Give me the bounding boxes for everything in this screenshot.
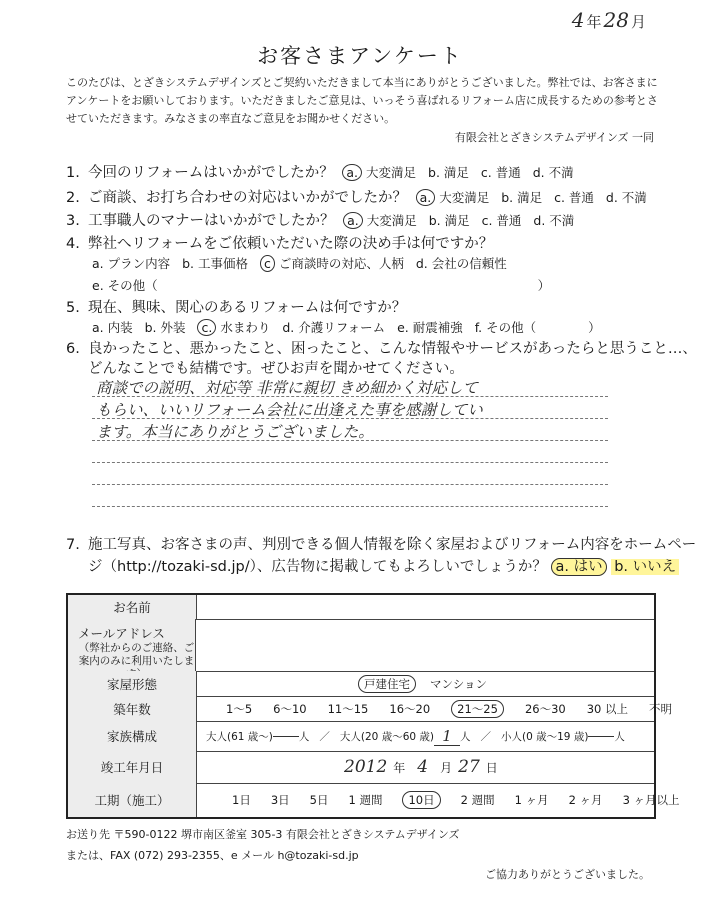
question-7 — [66, 533, 696, 554]
age-option[interactable]: 不明 — [649, 701, 673, 716]
completion-day: 27 — [458, 757, 480, 777]
question-text: 今回のリフォームはいかがでしたか？ — [88, 165, 334, 181]
date-written — [570, 8, 646, 32]
period-option[interactable]: 2 週間 — [460, 793, 495, 807]
value-age — [196, 696, 673, 721]
option-b[interactable]: b. 満足 — [501, 190, 543, 205]
value-name[interactable] — [196, 595, 654, 619]
period-option[interactable]: 1日 — [232, 793, 251, 807]
question-text: ジ（http://tozaki-sd.jp/）、広告物に掲載してもよろしいでしょうか？ — [88, 559, 547, 575]
period-option[interactable]: 3日 — [270, 793, 290, 807]
row-age — [68, 696, 673, 722]
question-1 — [66, 161, 582, 182]
option-a-selected[interactable]: a. — [342, 164, 362, 181]
question-7-line2 — [88, 555, 679, 576]
ruled-line — [92, 484, 608, 485]
option-b[interactable]: b. 満足 — [428, 165, 469, 180]
question-number: 4. — [66, 236, 80, 252]
question-text: 施工写真、お客さまの声、判別できる個人情報を除く家屋およびリフォーム内容をホームペー — [88, 537, 697, 553]
question-number: 2. — [66, 190, 80, 206]
handwritten-answer-line-3: ます。本当にありがとうございました。 — [96, 423, 374, 441]
completion-month-unit: 月 — [440, 760, 453, 775]
option-no[interactable]: b. いいえ — [611, 559, 679, 575]
completion-year-unit: 年 — [393, 760, 406, 775]
question-4-options — [92, 254, 515, 272]
page-title: お客さまアンケート — [257, 44, 463, 68]
ruled-line — [92, 506, 608, 507]
thanks-text: ご協力ありがとうございました。 — [485, 868, 650, 881]
question-6-line2 — [88, 357, 464, 378]
family-unit: 人 — [460, 730, 471, 743]
value-house — [196, 671, 654, 696]
question-number: 6. — [66, 341, 80, 357]
label-email: メールアドレス — [78, 626, 165, 641]
family-adult-61: 大人(61 歳〜) — [206, 730, 273, 743]
period-option[interactable]: 1 ヶ月 — [514, 793, 549, 807]
question-text: 工事職人のマナーはいかがでしたか？ — [88, 213, 335, 229]
family-adult-20: 大人(20 歳〜60 歳) — [339, 730, 434, 743]
row-completion-date — [68, 751, 654, 784]
label-age: 築年数 — [68, 696, 197, 721]
age-option[interactable]: 30 以上 — [586, 701, 629, 716]
company-signature: 有限会社とざきシステムデザインズ 一同 — [454, 131, 654, 144]
option-a[interactable]: a. プラン内容 — [92, 256, 171, 271]
label-completion-date: 竣工年月日 — [68, 751, 197, 783]
option-c[interactable]: c. 普通 — [554, 190, 594, 205]
question-text: 良かったこと、悪かったこと、困ったこと、こんな情報やサービスがあったらと思うこと…、 — [88, 341, 697, 357]
label-email-cell — [68, 619, 196, 671]
period-option-selected[interactable]: 10日 — [402, 791, 440, 809]
house-option-detached-selected[interactable]: 戸建住宅 — [358, 675, 416, 693]
ruled-line — [92, 462, 608, 463]
option-b[interactable]: b. 満足 — [428, 213, 470, 228]
family-unit: 人 — [298, 730, 310, 743]
label-name: お名前 — [68, 595, 197, 619]
option-c-selected[interactable]: c. — [197, 319, 216, 336]
option-c-label: ご商談時の対応、人柄 — [278, 256, 404, 271]
question-text: 弊社へリフォームをご依頼いただいた際の決め手は何ですか？ — [88, 236, 494, 252]
age-option-selected[interactable]: 21〜25 — [451, 700, 504, 718]
question-text: どんなことでも結構です。ぜひお声を聞かせてください。 — [88, 361, 464, 377]
option-f[interactable]: f. その他（ — [474, 320, 537, 335]
row-period — [68, 783, 680, 817]
option-a-label: 大変満足 — [439, 190, 490, 205]
intro-text: このたびは、とざきシステムデザインズとご契約いただきまして本当にありがとうございました。弊社では、お客さまにアンケートをお願いしております。いただきましたご意見は、いっそう喜ばれるリフォーム店に成長するための参考とさせていただきます。みなさまの率直なご意見をお聞かせください。 — [66, 76, 658, 125]
question-6 — [66, 337, 697, 358]
question-4 — [66, 232, 493, 253]
family-unit: 人 — [614, 730, 625, 743]
question-number: 1. — [66, 165, 80, 181]
value-family — [196, 721, 654, 751]
option-d[interactable]: d. 会社の信頼性 — [415, 256, 507, 271]
option-e-close: ） — [537, 278, 551, 293]
option-a[interactable]: a. 内装 — [92, 320, 133, 335]
option-c[interactable]: c. 普通 — [481, 213, 522, 228]
option-c-selected[interactable]: c — [260, 255, 275, 272]
period-option[interactable]: 2 ヶ月 — [568, 793, 603, 807]
date-month-unit: 年 — [586, 13, 602, 31]
option-a-selected[interactable]: a. — [416, 189, 436, 206]
question-5-options — [92, 318, 601, 336]
row-house — [68, 671, 654, 697]
option-e[interactable]: e. 耐震補強 — [397, 320, 463, 335]
row-email — [68, 619, 654, 672]
period-option[interactable]: 1 週間 — [348, 793, 383, 807]
period-option[interactable]: 3 ヶ月以上 — [622, 793, 680, 807]
label-email-note: （弊社からのご連絡、ご案内のみに利用いたしま — [78, 642, 195, 667]
completion-year: 2012 — [344, 757, 388, 777]
age-option[interactable]: 11〜15 — [327, 701, 369, 716]
comment-area[interactable] — [92, 376, 608, 516]
question-number: 5. — [66, 300, 80, 316]
date-day: 28 — [603, 8, 629, 32]
option-b[interactable]: b. 外装 — [144, 320, 186, 335]
option-e[interactable]: e. その他（ — [92, 278, 158, 293]
age-option[interactable]: 6〜10 — [273, 701, 307, 716]
question-5 — [66, 296, 406, 317]
option-f-close: ） — [588, 320, 601, 335]
value-email[interactable] — [196, 619, 654, 671]
age-option[interactable]: 1〜5 — [226, 701, 253, 716]
family-adult-61-value[interactable] — [273, 736, 299, 737]
footer-contact: または、FAX (072) 293-2355、e メール h@tozaki-sd.jp — [66, 849, 359, 862]
option-a-label: 大変満足 — [366, 165, 417, 180]
handwritten-answer-line-1: 商談での説明、対応等 非常に親切 きめ細かく対応して — [96, 379, 478, 397]
value-completion-date[interactable] — [196, 751, 654, 783]
option-d[interactable]: d. 不満 — [533, 213, 575, 228]
house-option-mansion[interactable]: マンション — [430, 676, 487, 691]
family-separator: ／ — [319, 730, 330, 743]
question-number: 7. — [66, 537, 80, 553]
option-c[interactable]: c. 普通 — [480, 165, 521, 180]
option-d[interactable]: d. 不満 — [605, 190, 647, 205]
family-adult-20-value[interactable]: 1 — [434, 727, 460, 746]
handwritten-answer-line-2: もらい、いいリフォーム会社に出逢えた事を感謝してい — [96, 401, 483, 419]
completion-month: 4 — [417, 757, 429, 777]
family-child: 小人(0 歳〜19 歳) — [501, 730, 589, 743]
label-house: 家屋形態 — [68, 671, 197, 696]
option-a-label: 大変満足 — [366, 213, 417, 228]
date-month: 4 — [571, 8, 585, 32]
family-separator: ／ — [480, 730, 491, 743]
age-option[interactable]: 16〜20 — [389, 701, 431, 716]
question-2 — [66, 186, 655, 207]
row-family — [68, 721, 654, 752]
question-4-other — [92, 276, 550, 294]
option-yes-selected[interactable]: a. はい — [551, 558, 606, 576]
completion-day-unit: 日 — [485, 760, 498, 775]
date-day-unit: 月 — [630, 13, 646, 31]
row-name — [68, 595, 654, 620]
period-option[interactable]: 5日 — [309, 793, 329, 807]
option-c-label: 水まわり — [220, 320, 271, 335]
question-number: 3. — [66, 213, 80, 229]
question-text: 現在、興味、関心のあるリフォームは何ですか？ — [88, 300, 407, 316]
option-a-selected[interactable]: a. — [343, 212, 363, 229]
label-period: 工期（施工） — [68, 783, 197, 817]
question-3 — [66, 209, 582, 230]
footer-address: お送り先 〒590-0122 堺市南区釜室 305-3 有限会社とざきシステムデザインズ — [66, 828, 460, 841]
family-child-value[interactable] — [588, 736, 614, 737]
value-period — [196, 783, 680, 817]
label-family: 家族構成 — [68, 721, 197, 751]
customer-info-table — [66, 593, 680, 819]
age-option[interactable]: 26〜30 — [524, 701, 566, 716]
option-b[interactable]: b. 工事価格 — [182, 256, 248, 271]
option-d[interactable]: d. 介護リフォーム — [282, 320, 386, 335]
question-text: ご商談、お打ち合わせの対応はいかがでしたか？ — [88, 190, 407, 206]
option-d[interactable]: d. 不満 — [532, 165, 574, 180]
